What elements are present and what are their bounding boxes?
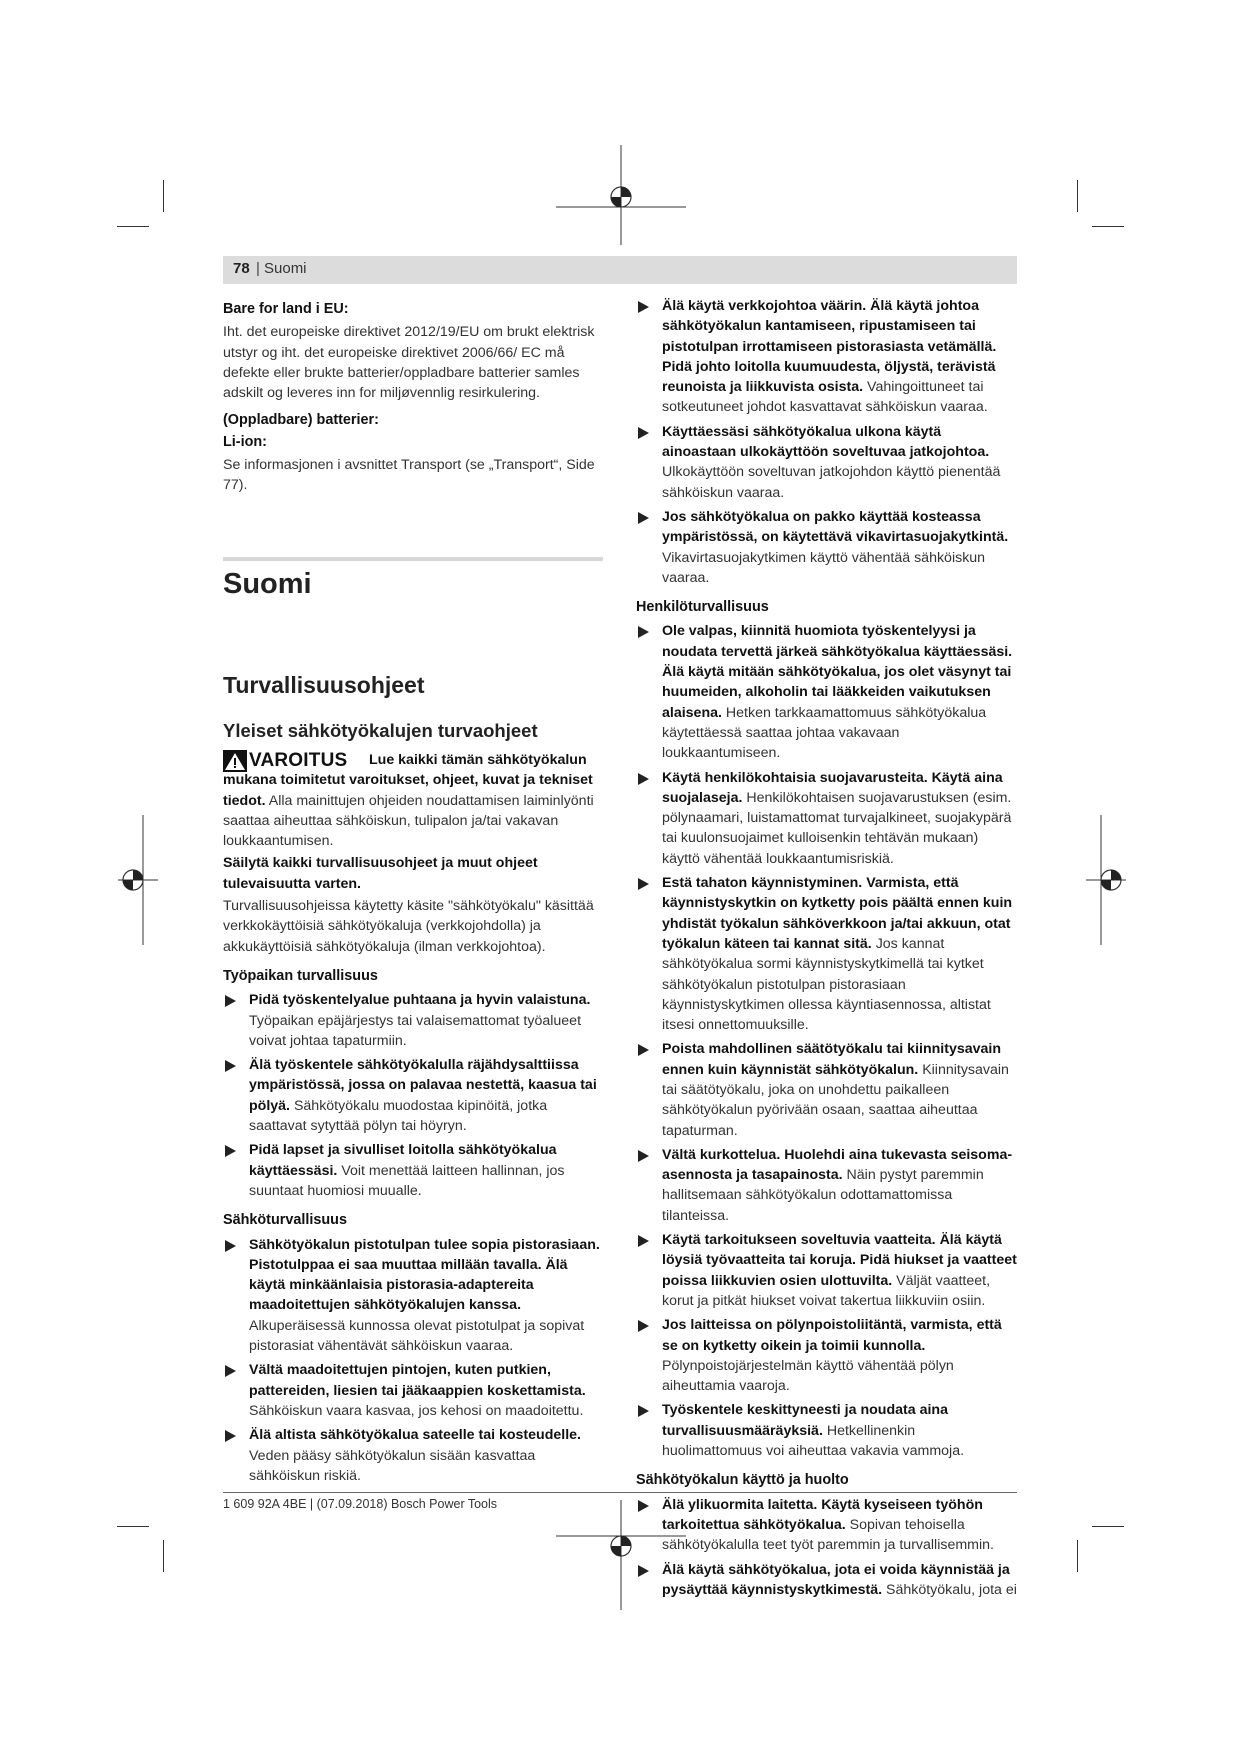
list-item xyxy=(636,873,1017,1035)
item-bold: Älä käytä verkkojohtoa väärin. Älä käytä johtoa sähkötyökalun kantamiseen, ripustamiseen tai pistotulpan irrottamiseen pistorasiasta vetämällä. Pidä johto loitolla kuumuudesta, öljystä, terävistä reunoista ja liikkuvista osista. xyxy=(662,298,997,396)
item-bold: Jos sähkötyökalua on pakko käyttää kosteassa ympäristössä, on käytettävä vikavirtasuojakytkintä. xyxy=(662,508,1009,546)
bullet-arrow-icon xyxy=(638,1235,649,1247)
list-item xyxy=(223,1360,603,1421)
bullet-arrow-icon xyxy=(638,1405,649,1417)
bullet-arrow-icon xyxy=(638,878,649,890)
subsection-title: Yleiset sähkötyökalujen turvaohjeet xyxy=(223,720,538,741)
section-heading: Bare for land i EU: xyxy=(223,301,349,317)
language-section-title: Suomi xyxy=(223,568,312,600)
footer-divider xyxy=(223,1492,1017,1493)
bullet-arrow-icon xyxy=(638,1500,649,1512)
crop-mark xyxy=(117,1526,149,1527)
bullet-arrow-icon xyxy=(638,1320,649,1332)
item-bold: Pidä työskentelyalue puhtaana ja hyvin valaistuna. xyxy=(249,992,591,1009)
list-item xyxy=(636,1145,1017,1226)
left-column-main xyxy=(223,750,603,1486)
list-item xyxy=(223,1425,603,1486)
item-bold: Älä ylikuormita laitetta. Käytä kyseiseen työhön tarkoitettua sähkötyökalua. xyxy=(662,1496,983,1533)
crop-mark xyxy=(163,180,164,212)
crop-mark xyxy=(1077,180,1078,212)
bullet-arrow-icon xyxy=(638,301,649,313)
crop-mark xyxy=(1077,1540,1078,1572)
list-item xyxy=(636,422,1017,503)
item-bold: Sähkötyökalun pistotulpan tulee sopia pistorasiaan. Pistotulppaa ei saa muuttaa millään tavalla. Älä käytä minkäänlaisia pistorasia-adaptereita maadoitettujen sähkötyökalujen kanssa. xyxy=(249,1236,600,1314)
item-text: Sähköiskun vaara kasvaa, jos kehosi on maadoitettu. xyxy=(249,1402,584,1419)
crop-mark xyxy=(117,226,149,227)
item-text: Ulkokäyttöön soveltuvan jatkojohdon käyttö pienentää sähköiskun vaaraa. xyxy=(662,464,1001,501)
item-text: Väljät vaatteet, korut ja pitkät hiukset voivat takertua liikkuviin osiin. xyxy=(662,1272,991,1309)
header-language: Suomi xyxy=(264,260,307,277)
bullet-arrow-icon xyxy=(638,1565,649,1577)
item-bold: Jos laitteissa on pölynpoistoliitäntä, varmista, että se on kytketty oikein ja toimii kunnolla. xyxy=(662,1317,1002,1354)
item-text: Hetken tarkkaamattomuus sähkötyökalua käytettäessä saattaa johtaa vakavaan loukkaantumiseen. xyxy=(662,704,987,762)
item-bold: Käyttäessäsi sähkötyökalua ulkona käytä ainoastaan ulkokäyttöön soveltuvaa jatkojohtoa. xyxy=(662,423,990,461)
item-text: Sähkötyökalu muodostaa kipinöitä, jotka saattavat sytyttää pölyn tai höyryn. xyxy=(249,1097,548,1135)
list-item xyxy=(636,296,1017,418)
item-bold: Vältä maadoitettujen pintojen, kuten putkien, pattereiden, liesien tai jääkaappien koskettamista. xyxy=(249,1362,586,1399)
list-item xyxy=(223,1055,603,1136)
list-item xyxy=(636,768,1017,869)
item-text: Jos kannat sähkötyökalua sormi käynnistyskytkimellä tai kytket sähkötyökalun pistotulpan pistorasiaan käynnistyskytkimen ollessa käyntiasennossa, altistat itsesi onnettomuuksille. xyxy=(662,935,991,1034)
bullet-arrow-icon xyxy=(225,1145,236,1157)
left-column-top xyxy=(223,299,603,496)
item-bold: Työskentele keskittyneesti ja noudata aina turvallisuusmääräyksiä. xyxy=(662,1402,948,1439)
item-bold: Poista mahdollinen säätötyökalu tai kiinnitysavain ennen kuin käynnistät sähkötyökalun. xyxy=(662,1041,1002,1078)
bullet-arrow-icon xyxy=(638,427,649,439)
crop-mark xyxy=(1092,226,1124,227)
item-bold: Älä käytä sähkötyökalua, jota ei voida käynnistää ja pysäyttää käynnistyskytkimestä. xyxy=(662,1561,1010,1598)
bullet-arrow-icon xyxy=(225,995,236,1007)
list-item xyxy=(636,1039,1017,1140)
list-item xyxy=(636,1315,1017,1396)
chapter-title: Turvallisuusohjeet xyxy=(223,672,425,698)
item-bold: Käytä tarkoitukseen soveltuvia vaatteita. Älä käytä löysiä työvaatteita tai koruja. Pidä hiukset ja vaatteet poissa liikkuvien osien ulottuvilta. xyxy=(662,1232,1017,1289)
list-item xyxy=(636,621,1017,763)
list-item xyxy=(636,1230,1017,1311)
bullet-arrow-icon xyxy=(225,1430,236,1442)
right-column xyxy=(636,296,1017,1600)
item-text: Veden pääsy sähkötyökalun sisään kasvattaa sähköiskun riskiä. xyxy=(249,1447,536,1484)
item-text: Näin pystyt paremmin hallitsemaan sähkötyökalun odottamattomissa tilanteissa. xyxy=(662,1167,984,1224)
warning-text: VAROITUS xyxy=(249,750,348,771)
bullet-arrow-icon xyxy=(638,1150,649,1162)
item-text: Pölynpoistojärjestelmän käyttö vähentää pölyn aiheuttamia vaaroja. xyxy=(662,1357,954,1395)
list-item xyxy=(636,507,1017,588)
section-heading: Henkilöturvallisuus xyxy=(636,599,769,616)
item-text: Sopivan tehoisella sähkötyökalulla teet työt paremmin ja turvallisemmin. xyxy=(662,1516,994,1554)
section-heading: (Oppladbare) batterier: xyxy=(223,412,379,429)
item-text: Hetkellinenkin huolimattomuus voi aiheuttaa vakavia vammoja. xyxy=(662,1422,965,1460)
registration-mark-icon xyxy=(1086,815,1136,945)
item-text: Työpaikan epäjärjestys tai valaisemattomat työalueet voivat johtaa tapaturmiin. xyxy=(249,1012,582,1049)
registration-mark-icon xyxy=(108,815,158,945)
section-heading: Sähköturvallisuus xyxy=(223,1212,347,1229)
warning-bold-text: Lue kaikki tämän sähkötyökalun mukana toimitetut varoitukset, ohjeet, kuvat ja tekniset tiedot. xyxy=(223,752,593,809)
header-separator: | xyxy=(256,260,260,277)
item-text: Vikavirtasuojakytkimen käyttö vähentää sähköiskun vaaraa. xyxy=(662,549,986,586)
warning-body-text: Alla mainittujen ohjeiden noudattamisen laiminlyönti saattaa aiheuttaa sähköiskun, tulipalon ja/tai vakavan loukkaantumisen. xyxy=(223,792,594,850)
item-text: Alkuperäisessä kunnossa olevat pistotulpat ja sopivat pistorasiat vähentävät sähköiskun vaaraa. xyxy=(249,1317,585,1355)
page-footer: 1 609 92A 4BE | (07.09.2018) Bosch Power Tools xyxy=(223,1497,498,1511)
item-text: Kiinnitysavain tai säätötyökalu, joka on unohdettu paikalleen sähkötyökalun pyörivään osaan, saattaa aiheuttaa tapaturman. xyxy=(662,1061,1009,1139)
item-bold: Pidä lapset ja sivulliset loitolla sähkötyökalua käyttäessäsi. xyxy=(249,1142,557,1179)
item-text: Henkilökohtaisen suojavarustuksen (esim. pölynaamari, luistamattomat turvajalkineet, suojakypärä tai kuulonsuojaimet kulloisenkin tehtävän mukaan) käyttö vähentää loukkaantumisriskiä. xyxy=(662,789,1012,867)
crop-mark xyxy=(163,1540,164,1572)
bullet-arrow-icon xyxy=(638,1044,649,1056)
registration-mark-icon xyxy=(556,145,686,245)
bullet-arrow-icon xyxy=(638,512,649,524)
page-header xyxy=(223,256,1017,284)
keep-instructions: Säilytä kaikki turvallisuusohjeet ja muut ohjeet tulevaisuutta varten. xyxy=(223,855,538,892)
list-item xyxy=(636,1495,1017,1556)
paragraph: Se informasjonen i avsnittet Transport (se „Transport“, Side 77). xyxy=(223,457,595,494)
bullet-arrow-icon xyxy=(638,626,649,638)
section-divider xyxy=(223,557,603,561)
term-definition: Turvallisuusohjeissa käytetty käsite "sähkötyökalu" käsittää verkkokäyttöisiä sähkötyökaluja (verkkojohdolla) ja akkukäyttöisiä sähkötyökaluja (ilman verkkojohtoa). xyxy=(223,898,594,955)
list-item xyxy=(636,1560,1017,1601)
item-bold: Estä tahaton käynnistyminen. Varmista, että käynnistyskytkin on kytketty pois päältä ennen kuin yhdistät työkalun sähköverkkoon ja/tai akkuun, otat työkalun käteen tai kannat sitä. xyxy=(662,875,1013,952)
bullet-arrow-icon xyxy=(225,1060,236,1072)
bullet-arrow-icon xyxy=(638,773,649,785)
item-bold: Ole valpas, kiinnitä huomiota työskentelyysi ja noudata tervettä järkeä sähkötyökalua käyttäessäsi. Älä käytä mitään sähkötyökalua, jos olet väsynyt tai huumeiden, alkoholin tai lääkkeiden vaikutuksen alaisena. xyxy=(662,623,1013,721)
section-heading: Sähkötyökalun käyttö ja huolto xyxy=(636,1472,849,1489)
item-bold: Älä työskentele sähkötyökalulla räjähdysalttiissa ympäristössä, jossa on palavaa nestettä, kaasua tai pölyä. xyxy=(249,1057,597,1114)
list-item xyxy=(223,1235,603,1357)
list-item xyxy=(223,990,603,1051)
crop-mark xyxy=(1092,1526,1124,1527)
item-bold: Älä altista sähkötyökalua sateelle tai kosteudelle. xyxy=(249,1427,581,1444)
bullet-arrow-icon xyxy=(225,1240,236,1252)
paragraph: Iht. det europeiske direktivet 2012/19/EU om brukt elektrisk utstyr og iht. det europeiske direktivet 2006/66/ EC må defekte eller brukte batterier/oppladbare batterier samles adskilt og leveres inn for miljøvennlig resirkulering. xyxy=(223,324,595,402)
item-text: Voit menettää laitteen hallinnan, jos suuntaat huomiosi muualle. xyxy=(249,1162,565,1199)
section-heading: Työpaikan turvallisuus xyxy=(223,967,378,984)
bullet-arrow-icon xyxy=(225,1365,236,1377)
item-text: Sähkötyökalu, jota ei xyxy=(885,1581,1017,1598)
item-bold: Käytä henkilökohtaisia suojavarusteita. Käytä aina suojalaseja. xyxy=(662,769,1003,806)
page-number: 78 xyxy=(233,260,250,277)
item-text: Vahingoittuneet tai sotkeutuneet johdot kasvattavat sähköiskun vaaraa. xyxy=(662,379,988,416)
list-item xyxy=(636,1400,1017,1461)
list-item xyxy=(223,1140,603,1201)
item-bold: Vältä kurkottelua. Huolehdi aina tukevasta seisoma-asennosta ja tasapainosta. xyxy=(662,1146,1013,1184)
section-heading: Li-ion: xyxy=(223,433,267,450)
